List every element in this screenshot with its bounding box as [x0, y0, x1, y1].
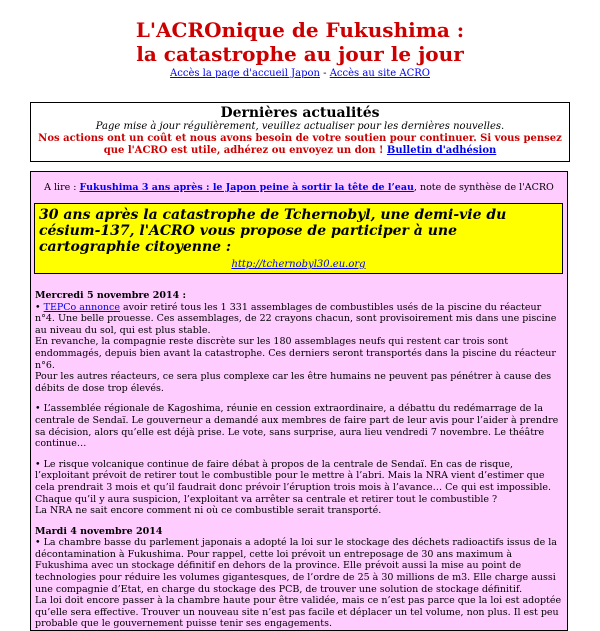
entry-date: Mercredi 5 novembre 2014 : [35, 290, 186, 301]
reading-suggestion [31, 182, 567, 194]
entry-text: avoir retiré tous les 1 331 assemblages de combustibles usés de la piscine du réacteur n°4. Une belle prouesse. Ces assemblages, de 22 crayons chacun, sont provisoirement mis dans une piscine au niveau du sol, qui est plus stable. [35, 301, 557, 336]
entry-text: • La chambre basse du parlement japonais a adopté la loi sur le stockage des déchets radioactifs issus de la décontamination à Fukushima. Pour rappel, cette loi prévoit un entreposage de 30 ans maximum à Fukushima avec un stockage définitif en dehors de la province. Elle prévoit aussi la mise au point de technologies pour réduire les volumes gigantesques, de l’ordre de 25 à 30 millions de m3. Elle charge aussi une compagnie d’Etat, en charge du stockage des PCB, de trouver une solution de stockage définitif. [35, 537, 557, 595]
entry-text: • Le risque volcanique continue de faire débat à propos de la centrale de Sendaï. En cas de risque, l’exploitant prévoit de retirer tout le combustible pour le mettre à l’abri. Mais la NRA vient d’estimer que cela prendrait 3 mois et qu’il faudrait donc prévoir l’éruption trois mois à l’avance… Ce qui est impossible. Chaque qu’il y aura suspicion, l’exploitant va arrêter sa centrale et retirer tout le combustible ? [35, 458, 552, 505]
highlight-text: 30 ans après la catastrophe de Tchernobyl, une demi-vie du césium-137, l'ACRO vous propose de participer à une cartographie citoyenne : [39, 207, 507, 255]
intro-prefix: A lire : [44, 182, 80, 193]
entry-text: La NRA ne sait encore comment ni où ce combustible serait transporté. [35, 505, 382, 517]
donation-appeal [31, 133, 569, 157]
list-item [35, 537, 563, 630]
title-line-1: L'ACROnique de Fukushima : [135, 18, 465, 42]
tepco-link[interactable]: TEPCo annonce [43, 301, 120, 313]
entry-text: En revanche, la compagnie reste discrète sur les 180 assemblages neufs qui restent car trois sont endommagés, depuis bien avant la catastrophe. Ces derniers seront transportés dans la piscine du réacteur n°6. [35, 336, 556, 371]
top-links [0, 68, 600, 80]
news-heading: Dernières actualités [220, 105, 380, 121]
entry-text: Pour les autres réacteurs, ce sera plus complexe car les être humains ne peuvent pas pénétrer à cause des débits de dose trop élevés. [35, 371, 552, 394]
page-title [0, 18, 600, 66]
tchernobyl30-link[interactable]: http://tchernobyl30.eu.org [231, 259, 366, 270]
list-item [35, 459, 563, 517]
acro-site-link[interactable]: Accès au site ACRO [329, 68, 430, 79]
latest-news-box [30, 102, 570, 162]
link-separator: - [319, 68, 330, 79]
content-panel [30, 171, 568, 631]
membership-link[interactable]: Bulletin d'adhésion [386, 145, 497, 156]
intro-suffix: , note de synthèse de l'ACRO [413, 182, 554, 193]
chernobyl-highlight [34, 203, 563, 274]
entry-date: Mardi 4 novembre 2014 [35, 525, 163, 537]
news-subtitle: Page mise à jour régulièrement, veuillez actualiser pour les dernières nouvelles. [95, 121, 505, 132]
list-item: • L’assemblée régionale de Kagoshima, réunie en cession extraordinaire, a débattu du redémarrage de la centrale de Sendaï. Le gouverneur a demandé aux membres de faire part de leur avis pour l’aider à prendre sa décision, alors qu’elle est déjà prise. Le vote, sans surprise, aura lieu vendredi 7 novembre. Le théâtre continue… [35, 403, 559, 450]
appeal-text: Nos actions ont un coût et nous avons besoin de votre soutien pour continuer. Si vous pensez que l'ACRO est utile, adhérez ou envoyez un don ! [38, 133, 562, 156]
title-line-2: la catastrophe au jour le jour [136, 42, 464, 66]
fukushima-note-link[interactable]: Fukushima 3 ans après : le Japon peine à sortir la tête de l’eau [79, 182, 414, 193]
news-entries [35, 290, 563, 630]
list-item [35, 302, 563, 395]
bullet: • [35, 301, 44, 313]
home-japon-link[interactable]: Accès la page d'accueil Japon [170, 68, 320, 79]
entry-text: La loi doit encore passer à la chambre haute pour être validée, mais ce n’est pas parce que la loi est adoptée qu’elle sera effective. Trouver un nouveau site n’est pas facile et déplacer un tel volume, non plus. Il est peu probable que le gouvernement puisse tenir ses engagements. [35, 595, 562, 630]
